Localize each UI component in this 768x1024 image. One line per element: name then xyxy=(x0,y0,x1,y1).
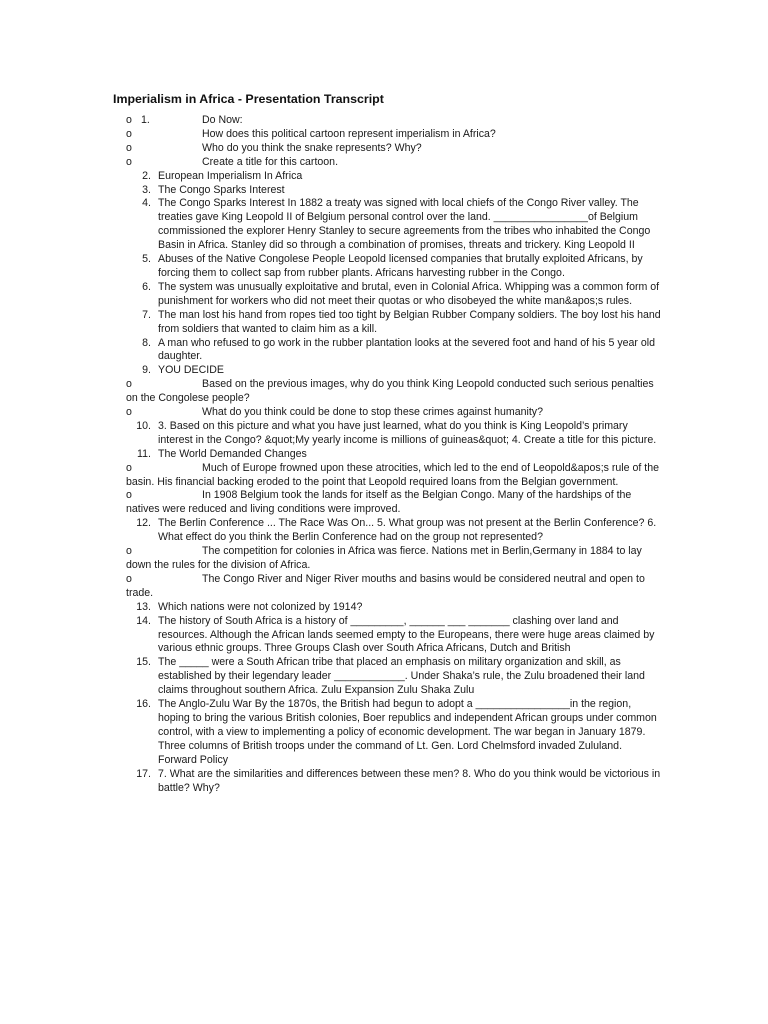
item-marker: 10. xyxy=(136,419,151,432)
numbered-item xyxy=(127,517,662,545)
item-marker: o xyxy=(126,155,132,168)
sub-item xyxy=(126,489,662,517)
item-marker: 16. xyxy=(136,698,151,711)
item-marker: 4. xyxy=(142,197,151,210)
item-marker: o xyxy=(126,461,132,474)
numbered-item xyxy=(127,656,662,698)
numbered-item xyxy=(127,698,662,768)
numbered-item xyxy=(127,281,662,309)
numbered-item xyxy=(127,448,662,462)
numbered-item xyxy=(127,309,662,337)
item-text: Create a title for this cartoon. xyxy=(202,155,339,168)
item-text: European Imperialism In Africa xyxy=(158,169,303,182)
sub-item xyxy=(126,573,662,601)
sub-item xyxy=(126,142,662,156)
numbered-item xyxy=(127,420,662,448)
item-text: The competition for colonies in Africa was fierce. Nations met in Berlin,Germany in 1884 to lay down the rules for the division of Africa. xyxy=(126,545,642,571)
item-text: Much of Europe frowned upon these atrocities, which led to the end of Leopold&apos;s rule of the basin. His financial backing eroded to the point that Leopold required loans from the Belgian government. xyxy=(126,461,660,488)
item-text: The Congo River and Niger River mouths and basins would be considered neutral and open to trade. xyxy=(126,572,645,599)
item-marker: 3. xyxy=(142,183,151,196)
numbered-item xyxy=(127,768,662,796)
item-text: Who do you think the snake represents? Why? xyxy=(202,141,422,154)
item-text: What do you think could be done to stop these crimes against humanity? xyxy=(202,406,543,419)
item-marker: 1. xyxy=(141,114,150,126)
sub-item xyxy=(126,462,662,490)
item-marker: 6. xyxy=(142,280,151,293)
item-text: The system was unusually exploitative and brutal, even in Colonial Africa. Whipping was a common form of punishment for workers who did not meet their quotas or who disobeyed the white man&apos;s rules. xyxy=(158,280,660,307)
item-marker: o xyxy=(126,572,132,585)
item-marker: 12. xyxy=(136,517,151,530)
numbered-item xyxy=(127,601,662,615)
item-text: The Congo Sparks Interest xyxy=(158,183,285,196)
item-marker: o xyxy=(126,127,132,140)
item-text: YOU DECIDE xyxy=(158,364,224,377)
sub-item xyxy=(126,114,662,128)
transcript-list xyxy=(127,114,662,795)
item-text: The _____ were a South African tribe that placed an emphasis on military organization and skill, as established by their legendary leader ____________. Under Shaka’s rule, the Zulu broadened their land claims throughout southern Africa. Zulu Expansion Zulu Shaka Zulu xyxy=(158,656,645,697)
item-text: In 1908 Belgium took the lands for itself as the Belgian Congo. Many of the hardships of the natives were reduced and living conditions were improved. xyxy=(126,489,632,516)
item-marker: 5. xyxy=(142,253,151,266)
item-marker: o xyxy=(126,114,132,126)
item-text: A man who refused to go work in the rubber plantation looks at the severed foot and hand of his 5 year old daughter. xyxy=(158,336,656,363)
sub-item xyxy=(126,378,662,406)
item-text: 3. Based on this picture and what you have just learned, what do you think is King Leopold’s primary interest in the Congo? &quot;My yearly income is millions of guineas&quot; 4. Create a title for this picture. xyxy=(158,419,657,446)
item-text: The man lost his hand from ropes tied too tight by Belgian Rubber Company soldiers. The boy lost his hand from soldiers that wanted to claim him as a kill. xyxy=(158,308,661,335)
item-text: How does this political cartoon represent imperialism in Africa? xyxy=(202,127,496,140)
numbered-item xyxy=(127,170,662,184)
item-text: Do Now: xyxy=(202,114,243,126)
item-marker: 8. xyxy=(142,336,151,349)
item-marker: 11. xyxy=(137,447,151,460)
numbered-item xyxy=(127,364,662,378)
sub-item xyxy=(126,545,662,573)
item-marker: o xyxy=(126,141,132,154)
item-marker: 15. xyxy=(136,656,151,669)
item-text: Based on the previous images, why do you think King Leopold conducted such serious penalties on the Congolese people? xyxy=(126,378,654,405)
page-title: Imperialism in Africa - Presentation Transcript xyxy=(113,92,384,106)
numbered-item xyxy=(127,615,662,657)
item-text: The Congo Sparks Interest In 1882 a treaty was signed with local chiefs of the Congo River valley. The treaties gave King Leopold II of Belgium personal control over the land. ________________of Belgium commissioned the explorer Henry Stanley to secure agreements from the tribes who inhabited the Congo Basin in Africa. Stanley did so through a combination of promises, threats and trickery. King Leopold II xyxy=(158,197,651,252)
item-text: The history of South Africa is a history of _________, ______ ___ _______ clashing over land and resources. Although the African lands seemed empty to the Europeans, there were huge areas claimed by various ethnic groups. Three Groups Clash over South Africa Africans, Dutch and British xyxy=(158,614,655,655)
numbered-item xyxy=(127,184,662,198)
item-marker: o xyxy=(126,489,132,502)
item-marker: 13. xyxy=(136,600,151,613)
item-text: 7. What are the similarities and differences between these men? 8. Who do you think would be victorious in battle? Why? xyxy=(158,767,661,794)
item-text: Which nations were not colonized by 1914? xyxy=(158,600,363,613)
item-marker: 2. xyxy=(142,169,151,182)
numbered-item xyxy=(127,337,662,365)
sub-item xyxy=(126,128,662,142)
item-marker: 17. xyxy=(136,767,151,780)
item-text: The Berlin Conference ... The Race Was On... 5. What group was not present at the Berlin Conference? 6. What effect do you think the Berlin Conference had on the group not represented? xyxy=(158,517,657,544)
item-marker: 9. xyxy=(142,364,151,377)
sub-item xyxy=(126,406,662,420)
item-marker: o xyxy=(126,406,132,419)
sub-item xyxy=(126,156,662,170)
item-text: The Anglo-Zulu War By the 1870s, the British had begun to adopt a ________________in the region, hoping to bring the various British colonies, Boer republics and independent African groups under common control, with a view to implementing a policy of economic development. The war began in January 1879. Three columns of British troops under the command of Lt. Gen. Lord Chelmsford invaded Zululand. Forward Policy xyxy=(158,698,657,766)
item-text: The World Demanded Changes xyxy=(158,447,307,460)
item-marker: o xyxy=(126,378,132,391)
item-text: Abuses of the Native Congolese People Leopold licensed companies that brutally exploited Africans, by forcing them to collect sap from rubber plants. Africans harvesting rubber in the Congo. xyxy=(158,253,643,279)
item-marker: 14. xyxy=(136,614,151,627)
item-marker: 7. xyxy=(142,308,151,321)
numbered-item xyxy=(127,197,662,253)
numbered-item xyxy=(127,253,662,281)
item-marker: o xyxy=(126,545,132,558)
